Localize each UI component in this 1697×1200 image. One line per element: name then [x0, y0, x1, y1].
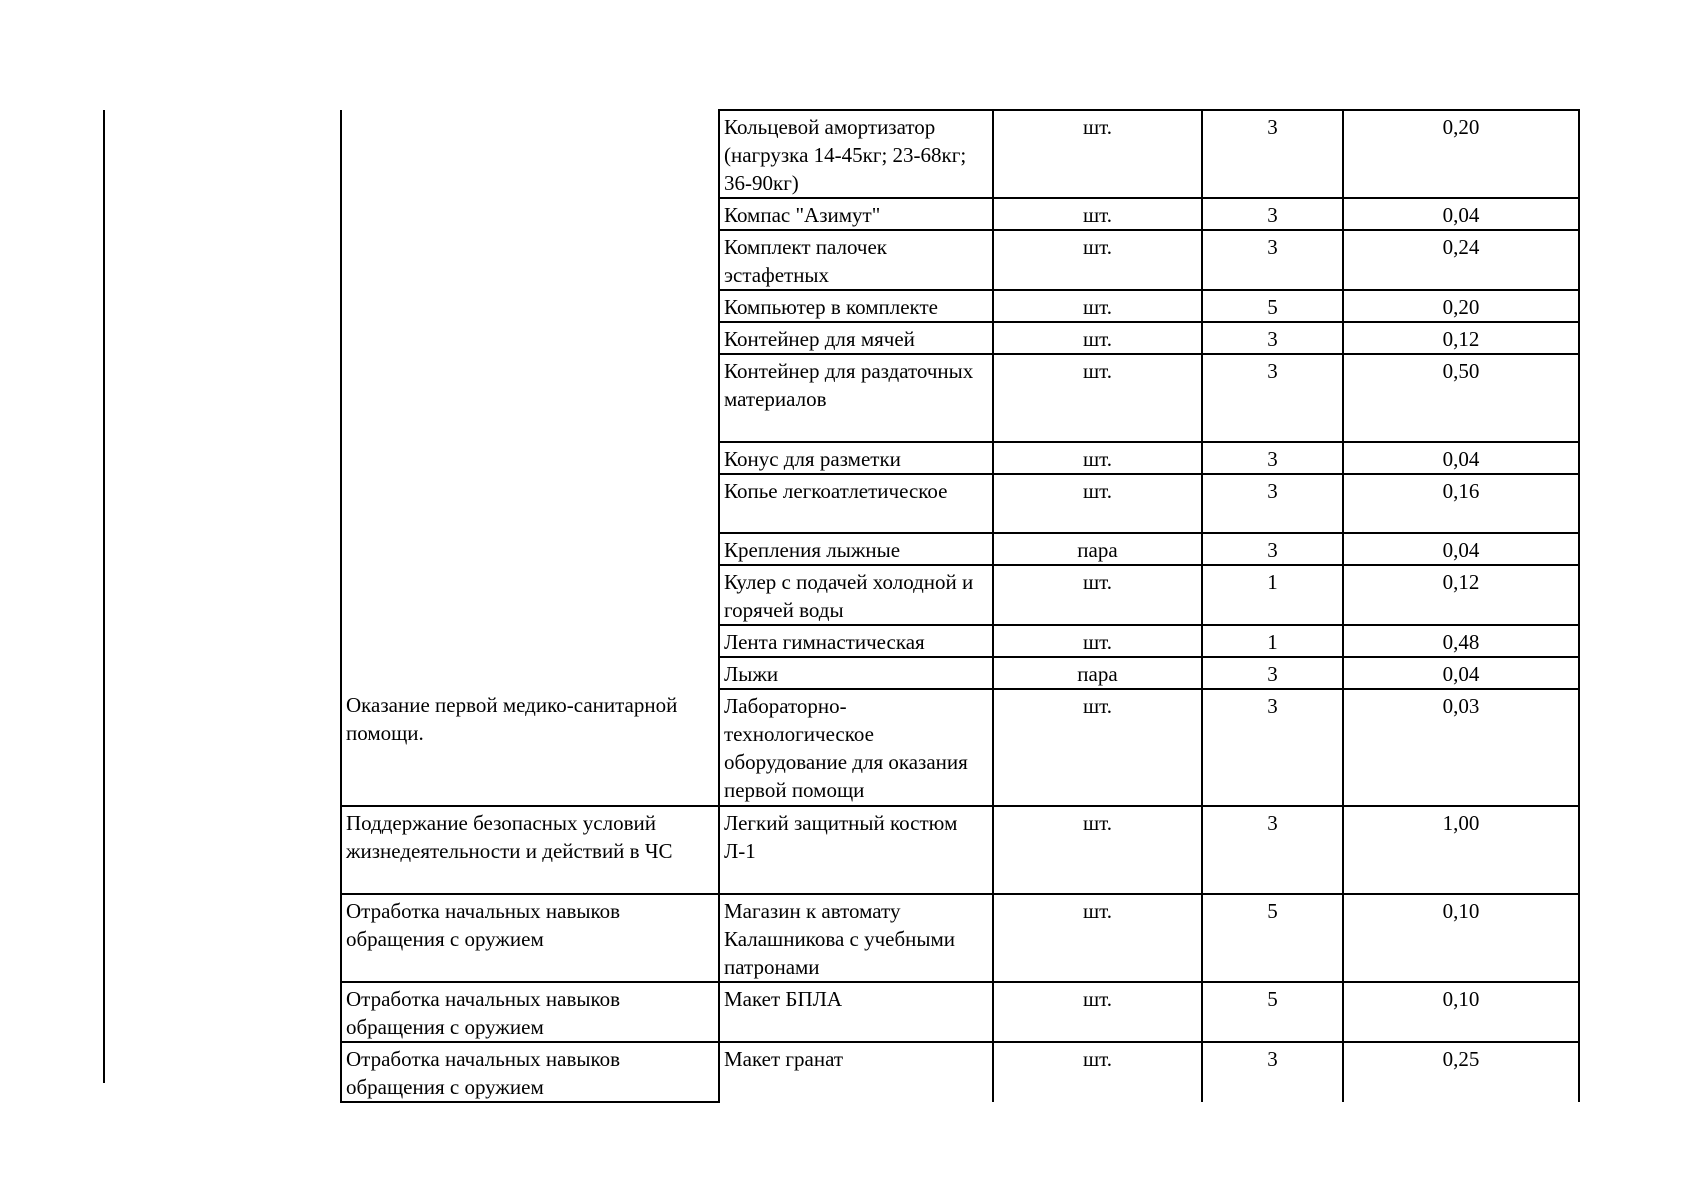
task-cell [341, 322, 719, 354]
norm-cell: 0,12 [1343, 322, 1579, 354]
table-row [341, 533, 1579, 565]
item-name-cell: Компьютер в комплекте [719, 290, 993, 322]
table-row [341, 442, 1579, 474]
task-cell [341, 354, 719, 442]
quantity-cell: 5 [1202, 982, 1343, 1042]
item-name-cell: Кулер с подачей холодной и горячей воды [719, 565, 993, 625]
table-row [341, 474, 1579, 533]
task-cell [341, 657, 719, 689]
norm-cell: 0,03 [1343, 689, 1579, 806]
norm-cell: 1,00 [1343, 806, 1579, 894]
table-row [341, 290, 1579, 322]
task-cell [341, 565, 719, 625]
quantity-cell: 3 [1202, 198, 1343, 230]
item-name-cell: Контейнер для раздаточных материалов [719, 354, 993, 442]
unit-cell: пара [993, 657, 1202, 689]
table-row [341, 230, 1579, 290]
table-row [341, 806, 1579, 894]
quantity-cell: 1 [1202, 625, 1343, 657]
table-row [341, 657, 1579, 689]
task-cell [341, 533, 719, 565]
item-name-cell: Комплект палочек эстафетных [719, 230, 993, 290]
quantity-cell: 3 [1202, 354, 1343, 442]
item-name-cell: Конус для разметки [719, 442, 993, 474]
table-row [341, 110, 1579, 198]
norm-cell: 0,04 [1343, 533, 1579, 565]
norm-cell: 0,12 [1343, 565, 1579, 625]
item-name-cell: Кольцевой амортизатор (нагрузка 14-45кг; 23-68кг; 36-90кг) [719, 110, 993, 198]
item-name-cell: Лыжи [719, 657, 993, 689]
unit-cell: шт. [993, 230, 1202, 290]
task-cell: Отработка начальных навыков обращения с оружием [341, 982, 719, 1042]
table-row [341, 625, 1579, 657]
equipment-table [340, 109, 1580, 1103]
task-cell [341, 474, 719, 533]
quantity-cell: 3 [1202, 533, 1343, 565]
task-cell: Отработка начальных навыков обращения с оружием [341, 894, 719, 982]
unit-cell: пара [993, 533, 1202, 565]
norm-cell: 0,25 [1343, 1042, 1579, 1102]
task-cell: Оказание первой медико-санитарной помощи. [341, 689, 719, 806]
quantity-cell: 1 [1202, 565, 1343, 625]
item-name-cell: Макет гранат [719, 1042, 993, 1102]
unit-cell: шт. [993, 322, 1202, 354]
table-row [341, 982, 1579, 1042]
quantity-cell: 3 [1202, 110, 1343, 198]
task-cell [341, 198, 719, 230]
unit-cell: шт. [993, 442, 1202, 474]
table-row [341, 894, 1579, 982]
table-row [341, 198, 1579, 230]
task-cell [341, 110, 719, 198]
item-name-cell: Контейнер для мячей [719, 322, 993, 354]
table-row [341, 689, 1579, 806]
unit-cell: шт. [993, 1042, 1202, 1102]
norm-cell: 0,20 [1343, 110, 1579, 198]
unit-cell: шт. [993, 474, 1202, 533]
norm-cell: 0,50 [1343, 354, 1579, 442]
task-cell [341, 442, 719, 474]
table-row [341, 322, 1579, 354]
task-cell [341, 290, 719, 322]
left-margin-rule [103, 110, 105, 1083]
unit-cell: шт. [993, 110, 1202, 198]
norm-cell: 0,10 [1343, 982, 1579, 1042]
item-name-cell: Магазин к автомату Калашникова с учебными патронами [719, 894, 993, 982]
quantity-cell: 3 [1202, 474, 1343, 533]
quantity-cell: 3 [1202, 1042, 1343, 1102]
unit-cell: шт. [993, 625, 1202, 657]
task-cell [341, 625, 719, 657]
unit-cell: шт. [993, 198, 1202, 230]
table-row [341, 354, 1579, 442]
norm-cell: 0,10 [1343, 894, 1579, 982]
item-name-cell: Лабораторно-технологическое оборудование для оказания первой помощи [719, 689, 993, 806]
norm-cell: 0,48 [1343, 625, 1579, 657]
task-cell [341, 230, 719, 290]
unit-cell: шт. [993, 806, 1202, 894]
table-row [341, 565, 1579, 625]
table-row [341, 1042, 1579, 1102]
quantity-cell: 3 [1202, 806, 1343, 894]
norm-cell: 0,04 [1343, 198, 1579, 230]
quantity-cell: 5 [1202, 894, 1343, 982]
task-cell: Отработка начальных навыков обращения с оружием [341, 1042, 719, 1102]
unit-cell: шт. [993, 689, 1202, 806]
unit-cell: шт. [993, 982, 1202, 1042]
item-name-cell: Копье легкоатлетическое [719, 474, 993, 533]
item-name-cell: Легкий защитный костюм Л-1 [719, 806, 993, 894]
item-name-cell: Макет БПЛА [719, 982, 993, 1042]
unit-cell: шт. [993, 565, 1202, 625]
norm-cell: 0,16 [1343, 474, 1579, 533]
quantity-cell: 3 [1202, 689, 1343, 806]
item-name-cell: Крепления лыжные [719, 533, 993, 565]
quantity-cell: 3 [1202, 230, 1343, 290]
quantity-cell: 3 [1202, 322, 1343, 354]
unit-cell: шт. [993, 354, 1202, 442]
item-name-cell: Компас "Азимут" [719, 198, 993, 230]
quantity-cell: 3 [1202, 657, 1343, 689]
quantity-cell: 5 [1202, 290, 1343, 322]
norm-cell: 0,24 [1343, 230, 1579, 290]
task-cell: Поддержание безопасных условий жизнедеятельности и действий в ЧС [341, 806, 719, 894]
unit-cell: шт. [993, 894, 1202, 982]
norm-cell: 0,20 [1343, 290, 1579, 322]
unit-cell: шт. [993, 290, 1202, 322]
norm-cell: 0,04 [1343, 442, 1579, 474]
item-name-cell: Лента гимнастическая [719, 625, 993, 657]
norm-cell: 0,04 [1343, 657, 1579, 689]
quantity-cell: 3 [1202, 442, 1343, 474]
